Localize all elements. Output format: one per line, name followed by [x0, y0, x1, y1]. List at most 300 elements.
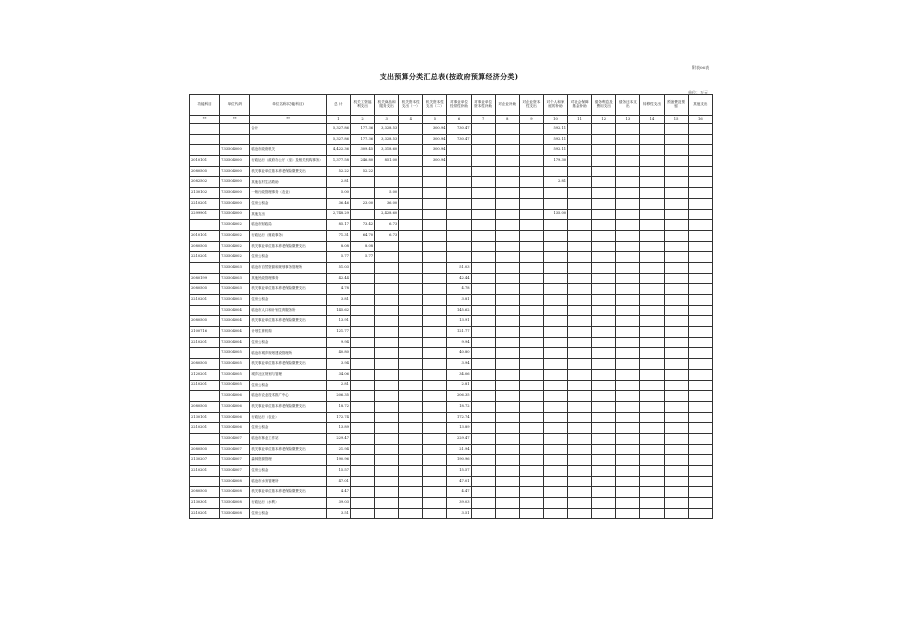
amount-cell — [399, 391, 423, 402]
unit-name-cell: 一般行政管理事务（农业） — [250, 188, 326, 199]
column-header: 机关商品和服务支出 — [375, 95, 399, 116]
function-code-cell — [190, 145, 220, 156]
amount-cell — [592, 391, 616, 402]
table-row — [190, 380, 713, 391]
amount-cell — [423, 230, 447, 241]
unit-name-cell: 机关事业单位基本养老保险缴费支出 — [250, 487, 326, 498]
amount-cell — [423, 466, 447, 477]
amount-cell — [543, 433, 567, 444]
amount-cell — [592, 380, 616, 391]
amount-cell — [423, 508, 447, 519]
amount-cell — [640, 498, 664, 509]
amount-cell — [471, 508, 495, 519]
unit-code-cell — [220, 134, 250, 145]
amount-cell — [495, 198, 519, 209]
unit-name-cell: 机关事业单位基本养老保险缴费支出 — [250, 284, 326, 295]
amount-cell — [350, 476, 374, 487]
function-code-cell: 2210201 — [190, 337, 220, 348]
function-code-cell — [190, 433, 220, 444]
column-number: ** — [250, 116, 326, 124]
function-code-cell: 2100716 — [190, 327, 220, 338]
table-row — [190, 508, 713, 519]
amount-cell — [495, 348, 519, 359]
amount-cell — [350, 316, 374, 327]
unit-name-cell: 行政运行（农业） — [250, 412, 326, 423]
amount-cell — [664, 230, 688, 241]
budget-table — [189, 94, 713, 519]
function-code-cell — [190, 348, 220, 359]
amount-cell — [350, 466, 374, 477]
amount-cell — [399, 209, 423, 220]
amount-cell: 6.73 — [375, 220, 399, 231]
amount-cell — [471, 380, 495, 391]
amount-cell — [519, 241, 543, 252]
table-row — [190, 433, 713, 444]
function-code-cell: 2120201 — [190, 369, 220, 380]
amount-cell: 172.74 — [326, 412, 350, 423]
amount-cell: 592.11 — [543, 134, 567, 145]
amount-cell: 229.47 — [447, 433, 471, 444]
amount-cell: 34.06 — [447, 369, 471, 380]
amount-cell — [375, 401, 399, 412]
amount-cell — [495, 145, 519, 156]
amount-cell — [592, 124, 616, 135]
amount-cell — [471, 369, 495, 380]
function-code-cell — [190, 305, 220, 316]
amount-cell — [375, 273, 399, 284]
amount-cell — [664, 327, 688, 338]
amount-cell — [688, 252, 712, 263]
unit-name-cell: 临沧市农业技术推广中心 — [250, 391, 326, 402]
unit-label: 单位：万元 — [688, 90, 708, 95]
amount-cell — [592, 156, 616, 167]
amount-cell — [640, 209, 664, 220]
amount-cell — [471, 124, 495, 135]
amount-cell — [423, 380, 447, 391]
amount-cell — [423, 177, 447, 188]
amount-cell — [495, 455, 519, 466]
amount-cell — [495, 188, 519, 199]
unit-code-cell: 733504007 — [220, 466, 250, 477]
amount-cell — [568, 412, 592, 423]
amount-cell — [592, 476, 616, 487]
amount-cell — [399, 252, 423, 263]
amount-cell: 851.00 — [375, 156, 399, 167]
amount-cell — [399, 134, 423, 145]
amount-cell — [423, 284, 447, 295]
amount-cell — [447, 198, 471, 209]
unit-code-cell: 733504008 — [220, 498, 250, 509]
amount-cell — [616, 230, 640, 241]
unit-name-cell: 行政运行（财政事务） — [250, 230, 326, 241]
amount-cell — [616, 145, 640, 156]
amount-cell — [471, 487, 495, 498]
amount-cell — [568, 433, 592, 444]
amount-cell — [543, 369, 567, 380]
amount-cell — [350, 327, 374, 338]
unit-code-cell: 733504000 — [220, 188, 250, 199]
amount-cell — [568, 230, 592, 241]
amount-cell — [688, 423, 712, 434]
amount-cell — [592, 295, 616, 306]
amount-cell — [568, 401, 592, 412]
unit-code-cell: 733504006 — [220, 401, 250, 412]
column-header: 单位代码 — [220, 95, 250, 116]
amount-cell — [688, 412, 712, 423]
amount-cell — [495, 177, 519, 188]
unit-code-cell: 733504000 — [220, 166, 250, 177]
table-row — [190, 209, 713, 220]
table-row — [190, 369, 713, 380]
amount-cell — [423, 423, 447, 434]
amount-cell — [688, 145, 712, 156]
amount-cell — [543, 252, 567, 263]
amount-cell — [688, 433, 712, 444]
amount-cell: 5.77 — [326, 252, 350, 263]
table-row — [190, 359, 713, 370]
amount-cell: 15.57 — [326, 466, 350, 477]
amount-cell — [471, 252, 495, 263]
amount-cell: 2.81 — [447, 380, 471, 391]
amount-cell — [519, 273, 543, 284]
table-row — [190, 252, 713, 263]
amount-cell — [519, 391, 543, 402]
amount-cell — [399, 241, 423, 252]
amount-cell: 5,327.86 — [326, 134, 350, 145]
unit-name-cell: 其他农村生活救助 — [250, 177, 326, 188]
amount-cell — [616, 380, 640, 391]
amount-cell: 229.47 — [326, 433, 350, 444]
function-code-cell: 2210201 — [190, 423, 220, 434]
amount-cell — [399, 359, 423, 370]
column-header: 债务利息及费用支出 — [592, 95, 616, 116]
amount-cell — [616, 273, 640, 284]
amount-cell — [568, 369, 592, 380]
amount-cell: 121.77 — [447, 327, 471, 338]
amount-cell — [568, 444, 592, 455]
amount-cell — [543, 316, 567, 327]
amount-cell: 190.96 — [326, 455, 350, 466]
unit-code-cell: 733504006 — [220, 412, 250, 423]
amount-cell — [447, 166, 471, 177]
amount-cell — [616, 348, 640, 359]
amount-cell — [350, 423, 374, 434]
amount-cell: 9.94 — [326, 337, 350, 348]
amount-cell — [471, 145, 495, 156]
amount-cell — [543, 305, 567, 316]
amount-cell — [375, 166, 399, 177]
amount-cell — [543, 359, 567, 370]
table-row — [190, 337, 713, 348]
amount-cell — [688, 230, 712, 241]
amount-cell — [592, 401, 616, 412]
column-number: 15 — [664, 116, 688, 124]
amount-cell — [375, 337, 399, 348]
unit-name-cell: 临沧市财政局 — [250, 220, 326, 231]
amount-cell — [519, 209, 543, 220]
amount-cell — [568, 241, 592, 252]
amount-cell — [616, 177, 640, 188]
unit-name-cell: 其他支出 — [250, 209, 326, 220]
amount-cell — [640, 198, 664, 209]
unit-name-cell: 机关事业单位基本养老保险缴费支出 — [250, 241, 326, 252]
amount-cell — [495, 498, 519, 509]
amount-cell — [350, 487, 374, 498]
unit-name-cell: 临沧市自然资源和规划事务管理所 — [250, 262, 326, 273]
amount-cell — [471, 412, 495, 423]
amount-cell: 40.80 — [447, 348, 471, 359]
amount-cell — [616, 433, 640, 444]
amount-cell: 3.51 — [326, 508, 350, 519]
unit-code-cell: 733504005 — [220, 348, 250, 359]
amount-cell: 36.46 — [326, 198, 350, 209]
amount-cell — [423, 348, 447, 359]
amount-cell — [592, 348, 616, 359]
amount-cell — [399, 369, 423, 380]
amount-cell — [543, 444, 567, 455]
unit-name-cell: 住房公积金 — [250, 508, 326, 519]
column-header: 单位名称(功能科目) — [250, 95, 326, 116]
amount-cell — [640, 337, 664, 348]
function-code-cell: 2210201 — [190, 380, 220, 391]
amount-cell — [471, 188, 495, 199]
amount-cell — [543, 295, 567, 306]
amount-cell — [640, 188, 664, 199]
amount-cell — [568, 487, 592, 498]
amount-cell: 3,328.53 — [375, 134, 399, 145]
function-code-cell: 2080505 — [190, 359, 220, 370]
unit-code-cell: 733504007 — [220, 444, 250, 455]
amount-cell — [375, 466, 399, 477]
column-number: 9 — [519, 116, 543, 124]
amount-cell — [568, 498, 592, 509]
amount-cell — [350, 273, 374, 284]
amount-cell — [688, 188, 712, 199]
unit-name-cell: 住房公积金 — [250, 337, 326, 348]
amount-cell: 6.73 — [375, 230, 399, 241]
table-row — [190, 230, 713, 241]
amount-cell — [592, 134, 616, 145]
column-header: 对企业资本性支出 — [519, 95, 543, 116]
amount-cell — [568, 327, 592, 338]
table-row — [190, 220, 713, 231]
amount-cell — [447, 230, 471, 241]
amount-cell — [423, 444, 447, 455]
amount-cell: 51.03 — [326, 262, 350, 273]
amount-cell: 13.91 — [447, 316, 471, 327]
amount-cell — [375, 295, 399, 306]
amount-cell — [568, 262, 592, 273]
amount-cell — [495, 380, 519, 391]
unit-name-cell: 机关事业单位基本养老保险缴费支出 — [250, 444, 326, 455]
unit-name-cell: 合计 — [250, 124, 326, 135]
amount-cell — [688, 380, 712, 391]
unit-name-cell — [250, 134, 326, 145]
amount-cell — [592, 359, 616, 370]
amount-cell — [495, 241, 519, 252]
unit-name-cell: 住房公积金 — [250, 423, 326, 434]
amount-cell — [519, 295, 543, 306]
amount-cell — [688, 498, 712, 509]
amount-cell: 23.00 — [350, 198, 374, 209]
amount-cell — [664, 369, 688, 380]
amount-cell — [495, 316, 519, 327]
amount-cell — [640, 466, 664, 477]
column-header: 机关资本性支出（一） — [399, 95, 423, 116]
amount-cell — [423, 209, 447, 220]
unit-code-cell: 733504003 — [220, 262, 250, 273]
amount-cell: 3.81 — [447, 295, 471, 306]
amount-cell — [543, 423, 567, 434]
amount-cell — [640, 305, 664, 316]
amount-cell — [592, 177, 616, 188]
amount-cell — [350, 337, 374, 348]
amount-cell — [616, 466, 640, 477]
amount-cell — [543, 348, 567, 359]
function-code-cell: 2010101 — [190, 230, 220, 241]
column-number: 7 — [471, 116, 495, 124]
amount-cell: 300.94 — [423, 124, 447, 135]
amount-cell — [495, 401, 519, 412]
amount-cell — [399, 295, 423, 306]
unit-code-cell — [220, 124, 250, 135]
amount-cell — [519, 401, 543, 412]
amount-cell — [568, 348, 592, 359]
amount-cell — [519, 134, 543, 145]
column-number: 2 — [350, 116, 374, 124]
amount-cell: 172.74 — [447, 412, 471, 423]
amount-cell — [471, 220, 495, 231]
unit-code-cell: 733504008 — [220, 508, 250, 519]
amount-cell — [423, 487, 447, 498]
amount-cell — [519, 337, 543, 348]
amount-cell — [616, 252, 640, 263]
amount-cell — [616, 241, 640, 252]
table-row — [190, 273, 713, 284]
amount-cell — [592, 327, 616, 338]
amount-cell — [592, 166, 616, 177]
amount-cell — [568, 252, 592, 263]
unit-name-cell: 行政运行（政府办公厅（室）及相关机构事务） — [250, 156, 326, 167]
table-row — [190, 498, 713, 509]
amount-cell — [519, 487, 543, 498]
amount-cell: 4.78 — [447, 284, 471, 295]
amount-cell — [519, 466, 543, 477]
table-row — [190, 316, 713, 327]
amount-cell: 246.80 — [350, 156, 374, 167]
amount-cell — [519, 348, 543, 359]
table-row — [190, 177, 713, 188]
amount-cell — [350, 188, 374, 199]
amount-cell — [399, 455, 423, 466]
amount-cell — [664, 284, 688, 295]
amount-cell — [519, 316, 543, 327]
amount-cell: 21.94 — [447, 444, 471, 455]
amount-cell: 34.06 — [326, 369, 350, 380]
unit-name-cell: 临沧市城乡规划建设管理所 — [250, 348, 326, 359]
amount-cell — [375, 444, 399, 455]
amount-cell — [640, 177, 664, 188]
amount-cell — [471, 359, 495, 370]
amount-cell — [664, 262, 688, 273]
unit-code-cell: 733504003 — [220, 295, 250, 306]
amount-cell — [616, 166, 640, 177]
amount-cell — [592, 444, 616, 455]
column-header: 预备费及预留 — [664, 95, 688, 116]
amount-cell — [664, 316, 688, 327]
amount-cell — [519, 145, 543, 156]
amount-cell — [664, 241, 688, 252]
table-row — [190, 166, 713, 177]
amount-cell — [640, 391, 664, 402]
amount-cell: 3,328.53 — [375, 124, 399, 135]
amount-cell — [519, 498, 543, 509]
amount-cell — [471, 166, 495, 177]
amount-cell — [616, 284, 640, 295]
amount-cell — [616, 305, 640, 316]
amount-cell — [664, 359, 688, 370]
amount-cell — [350, 444, 374, 455]
amount-cell — [688, 209, 712, 220]
amount-cell — [616, 476, 640, 487]
amount-cell — [423, 337, 447, 348]
amount-cell — [616, 209, 640, 220]
function-code-cell — [190, 220, 220, 231]
column-header: 对事业单位资本性补助 — [471, 95, 495, 116]
unit-code-cell: 733504000 — [220, 209, 250, 220]
column-header: 机关资本性支出（二） — [423, 95, 447, 116]
unit-code-cell: 733504008 — [220, 487, 250, 498]
amount-cell — [592, 487, 616, 498]
amount-cell: 592.11 — [543, 124, 567, 135]
amount-cell — [688, 359, 712, 370]
amount-cell — [640, 348, 664, 359]
amount-cell — [568, 220, 592, 231]
unit-code-cell: 733504006 — [220, 423, 250, 434]
amount-cell — [471, 284, 495, 295]
amount-cell: 18.72 — [447, 401, 471, 412]
unit-code-cell: 733504002 — [220, 230, 250, 241]
amount-cell — [664, 273, 688, 284]
amount-cell — [688, 391, 712, 402]
amount-cell — [640, 487, 664, 498]
amount-cell — [399, 166, 423, 177]
amount-cell — [423, 401, 447, 412]
amount-cell — [688, 508, 712, 519]
amount-cell — [399, 273, 423, 284]
amount-cell — [519, 305, 543, 316]
amount-cell — [568, 508, 592, 519]
amount-cell — [471, 241, 495, 252]
amount-cell — [543, 241, 567, 252]
amount-cell: 47.01 — [447, 476, 471, 487]
amount-cell — [495, 337, 519, 348]
column-header: 总 计 — [326, 95, 350, 116]
amount-cell — [447, 156, 471, 167]
unit-code-cell: 733504002 — [220, 220, 250, 231]
amount-cell: 39.03 — [447, 498, 471, 509]
amount-cell — [543, 337, 567, 348]
amount-cell — [688, 295, 712, 306]
amount-cell — [568, 124, 592, 135]
amount-cell — [423, 305, 447, 316]
table-row — [190, 156, 713, 167]
amount-cell — [399, 262, 423, 273]
amount-cell — [616, 455, 640, 466]
amount-cell — [592, 337, 616, 348]
amount-cell: 2.81 — [326, 380, 350, 391]
function-code-cell: 2080505 — [190, 401, 220, 412]
